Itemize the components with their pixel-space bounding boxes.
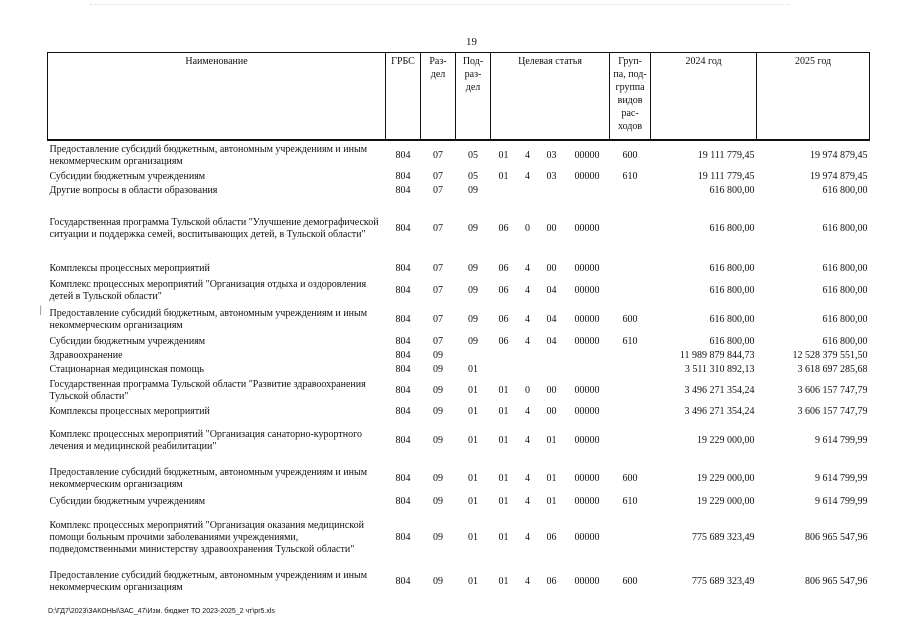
cell-expense-group: 610	[622, 336, 638, 347]
cell-grbs: 804	[395, 406, 411, 417]
table-row	[48, 260, 870, 277]
table-row	[48, 335, 870, 349]
col-group-header: Груп- па, под- группа видов рас- ходов	[610, 53, 651, 141]
cell-podrazdel: 09	[468, 285, 478, 296]
col-name-header: Наименование	[48, 53, 386, 141]
cell-grbs: 804	[395, 385, 411, 396]
cell-grbs: 804	[395, 576, 411, 587]
cell-razdel: 09	[433, 435, 443, 446]
cell-amount-2024: 19 229 000,00	[697, 435, 755, 446]
cell-target-item: 00	[546, 223, 557, 234]
table-row	[48, 363, 870, 377]
cell-target-type: 0	[525, 223, 530, 234]
cell-target-type: 4	[525, 532, 530, 543]
cell-target-program: 06	[498, 285, 509, 296]
table-row	[48, 349, 870, 363]
cell-amount-2025: 616 800,00	[822, 285, 868, 296]
cell-target-program: 01	[498, 473, 509, 484]
cell-target-program: 06	[498, 223, 509, 234]
table-row	[48, 170, 870, 184]
cell-razdel: 09	[433, 364, 443, 375]
cell-amount-2024: 775 689 323,49	[692, 532, 755, 543]
cell-razdel: 07	[433, 185, 443, 196]
cell-podrazdel: 01	[468, 576, 478, 587]
cell-target-program: 01	[498, 406, 509, 417]
cell-target-program: 01	[498, 435, 509, 446]
cell-podrazdel: 09	[468, 185, 478, 196]
cell-amount-2025: 9 614 799,99	[815, 435, 868, 446]
cell-grbs: 804	[395, 314, 411, 325]
table-row	[48, 377, 870, 405]
cell-razdel: 07	[433, 336, 443, 347]
cell-name: Предоставление субсидий бюджетным, автономным учреждениям и иным некоммерческим организациям	[49, 308, 368, 331]
cell-grbs: 804	[395, 496, 411, 507]
cell-target-direction: 00000	[574, 532, 600, 543]
cell-expense-group	[610, 405, 651, 419]
cell-expense-group	[610, 509, 651, 567]
cell-name: Другие вопросы в области образования	[49, 185, 218, 196]
cell-amount-2024: 19 111 779,45	[697, 171, 755, 182]
cell-name: Предоставление субсидий бюджетным, автономным учреждениям и иным некоммерческим организациям	[49, 467, 368, 490]
cell-target-direction: 00000	[574, 406, 600, 417]
cell-target-type: 4	[525, 435, 530, 446]
cell-target-direction: 00000	[574, 385, 600, 396]
cell-razdel: 09	[433, 406, 443, 417]
cell-name: Здравоохранение	[49, 350, 123, 361]
cell-name: Субсидии бюджетным учреждениям	[49, 496, 206, 507]
cell-grbs: 804	[395, 149, 411, 161]
col-target-header: Целевая статья	[491, 53, 610, 141]
cell-target-type: 4	[525, 171, 530, 182]
cell-target-program: 01	[498, 576, 509, 587]
table-body	[48, 140, 870, 597]
cell-amount-2024: 3 496 271 354,24	[684, 406, 755, 417]
cell-amount-2024: 616 800,00	[709, 285, 755, 296]
cell-amount-2024: 3 511 310 892,13	[684, 364, 755, 375]
cell-razdel: 07	[433, 314, 443, 325]
col-grbs-header: ГРБС	[386, 53, 421, 141]
cell-target-item: 01	[546, 496, 557, 507]
cell-expense-group: 600	[622, 473, 638, 484]
cell-razdel: 09	[433, 473, 443, 484]
cell-name: Комплекс процессных мероприятий "Организация оказания медицинской помощи больным прочими заболеваниями учреждениями, подведомственными министерству здравоохранения Тульской области"	[49, 520, 364, 555]
cell-name: Субсидии бюджетным учреждениям	[49, 171, 206, 182]
cell-target-program: 01	[498, 532, 509, 543]
cell-razdel: 07	[433, 262, 443, 274]
cell-amount-2024: 19 229 000,00	[697, 496, 755, 507]
cell-expense-group: 610	[622, 171, 638, 182]
cell-podrazdel: 09	[468, 223, 478, 234]
table-row	[48, 198, 870, 260]
table-row	[48, 463, 870, 495]
table-row	[48, 277, 870, 305]
cell-podrazdel: 01	[468, 496, 478, 507]
cell-target-type: 0	[525, 385, 530, 396]
cell-name: Комплекс процессных мероприятий "Организация отдыха и оздоровления детей в Тульской области"	[49, 279, 367, 302]
cell-expense-group	[610, 349, 651, 363]
cell-podrazdel: 09	[468, 314, 478, 325]
cell-target-type: 4	[525, 473, 530, 484]
cell-razdel: 09	[433, 576, 443, 587]
cell-target-type: 4	[525, 149, 530, 161]
cell-target-item: 04	[546, 336, 557, 347]
cell-target-item	[539, 363, 565, 377]
cell-amount-2024: 616 800,00	[709, 336, 755, 347]
cell-target-item	[539, 184, 565, 198]
cell-amount-2025: 3 606 157 747,79	[797, 406, 868, 417]
cell-podrazdel: 01	[468, 532, 478, 543]
cell-target-item: 00	[546, 385, 557, 396]
cell-target-item: 01	[546, 473, 557, 484]
cell-grbs: 804	[395, 262, 411, 274]
col-2025-header: 2025 год	[757, 53, 870, 141]
cell-podrazdel: 05	[468, 149, 478, 161]
col-podrazdel-header: Под- раз- дел	[456, 53, 491, 141]
cell-amount-2025: 616 800,00	[822, 223, 868, 234]
cell-amount-2024: 19 111 779,45	[697, 149, 755, 161]
file-path-footer: D:\ГД7\2023\ЗАКОНЫ\ЗАС_47\Изм. бюджет ТО 2023-2025_2 чт\pr5.xls	[48, 608, 275, 615]
cell-target-direction: 00000	[574, 171, 600, 182]
cell-grbs: 804	[395, 364, 411, 375]
cell-target-direction: 00000	[574, 149, 600, 161]
cell-razdel: 09	[433, 385, 443, 396]
cell-amount-2025: 3 618 697 285,68	[797, 364, 868, 375]
cell-target-item: 06	[546, 576, 557, 587]
cell-podrazdel: 01	[468, 385, 478, 396]
cell-target-program: 01	[498, 496, 509, 507]
col-2024-header: 2024 год	[651, 53, 757, 141]
cell-target-program: 01	[498, 385, 509, 396]
cell-target-direction	[565, 349, 610, 363]
budget-table	[47, 52, 870, 597]
cell-grbs: 804	[395, 435, 411, 446]
cell-amount-2024: 3 496 271 354,24	[684, 385, 755, 396]
cell-target-item: 01	[546, 435, 557, 446]
cell-name: Субсидии бюджетным учреждениям	[49, 336, 206, 347]
cell-target-type: 4	[525, 406, 530, 417]
cell-amount-2024: 616 800,00	[709, 262, 755, 274]
table-row	[48, 567, 870, 597]
cell-target-item: 03	[546, 171, 557, 182]
cell-amount-2025: 9 614 799,99	[815, 473, 868, 484]
table-row	[48, 495, 870, 509]
cell-amount-2024: 11 989 879 844,73	[679, 350, 755, 361]
cell-expense-group	[610, 363, 651, 377]
cell-amount-2025: 616 800,00	[822, 336, 868, 347]
cell-target-program	[491, 184, 517, 198]
cell-podrazdel: 01	[468, 473, 478, 484]
cell-target-program	[491, 349, 517, 363]
cell-amount-2025: 616 800,00	[822, 314, 868, 325]
cell-amount-2025: 616 800,00	[822, 262, 868, 274]
cell-name: Предоставление субсидий бюджетным, автономным учреждениям и иным некоммерческим организациям	[49, 570, 368, 593]
cell-target-program	[491, 363, 517, 377]
cell-razdel: 07	[433, 223, 443, 234]
cell-expense-group	[610, 198, 651, 260]
table-row	[48, 419, 870, 463]
cell-target-item: 06	[546, 532, 557, 543]
cell-name: Государственная программа Тульской области "Развитие здравоохранения Тульской области"	[49, 379, 366, 402]
cell-expense-group	[610, 419, 651, 463]
col-razdel-header: Раз- дел	[421, 53, 456, 141]
cell-name: Государственная программа Тульской области "Улучшение демографической ситуации и поддержка семей, воспитывающих детей, в Тульской области"	[49, 217, 379, 240]
cell-razdel: 07	[433, 171, 443, 182]
cell-target-item: 03	[546, 149, 557, 161]
cell-podrazdel: 01	[468, 435, 478, 446]
cell-amount-2025: 806 965 547,96	[805, 576, 868, 587]
table-row	[48, 305, 870, 335]
cell-expense-group	[610, 277, 651, 305]
cell-expense-group: 600	[622, 149, 638, 161]
cell-razdel: 09	[433, 350, 443, 361]
table-row	[48, 509, 870, 567]
cell-grbs: 804	[395, 473, 411, 484]
cell-target-type: 4	[525, 336, 530, 347]
cell-razdel: 09	[433, 532, 443, 543]
cell-target-direction: 00000	[574, 473, 600, 484]
cell-target-program: 01	[498, 149, 509, 161]
cell-target-item: 04	[546, 314, 557, 325]
cell-target-direction: 00000	[574, 336, 600, 347]
cell-grbs: 804	[395, 350, 411, 361]
cell-target-type	[517, 184, 539, 198]
cell-target-direction	[565, 363, 610, 377]
cell-grbs: 804	[395, 223, 411, 234]
cell-target-type	[517, 349, 539, 363]
cell-amount-2024: 775 689 323,49	[692, 576, 755, 587]
cell-razdel: 09	[433, 496, 443, 507]
cell-amount-2025: 616 800,00	[822, 185, 868, 196]
cell-target-program: 01	[498, 171, 509, 182]
cell-target-direction: 00000	[574, 314, 600, 325]
cell-target-type: 4	[525, 576, 530, 587]
cell-target-type: 4	[525, 496, 530, 507]
cell-target-program: 06	[498, 262, 509, 274]
cell-name: Комплексы процессных мероприятий	[49, 262, 210, 274]
table-header	[48, 53, 870, 141]
cell-expense-group	[610, 377, 651, 405]
cell-target-direction: 00000	[574, 435, 600, 446]
cell-podrazdel	[456, 349, 491, 363]
cell-razdel: 07	[433, 285, 443, 296]
cell-podrazdel: 09	[468, 336, 478, 347]
cell-amount-2024: 616 800,00	[709, 223, 755, 234]
cell-target-program: 06	[498, 314, 509, 325]
page-number: 19	[466, 36, 477, 48]
cell-target-direction: 00000	[574, 262, 600, 274]
cell-target-direction: 00000	[574, 496, 600, 507]
cell-target-type: 4	[525, 285, 530, 296]
cell-target-item: 00	[546, 262, 557, 274]
cell-target-direction	[565, 184, 610, 198]
cell-target-direction: 00000	[574, 223, 600, 234]
cell-name: Комплексы процессных мероприятий	[49, 406, 210, 417]
cell-podrazdel: 01	[468, 406, 478, 417]
table-row	[48, 140, 870, 170]
cell-amount-2024: 616 800,00	[709, 314, 755, 325]
cell-target-item: 04	[546, 285, 557, 296]
cell-target-type: 4	[525, 314, 530, 325]
cell-expense-group	[610, 260, 651, 277]
cell-podrazdel: 01	[468, 364, 478, 375]
pen-mark: ⁄	[35, 303, 46, 317]
cell-target-program: 06	[498, 336, 509, 347]
cell-target-type: 4	[525, 262, 530, 274]
cell-grbs: 804	[395, 336, 411, 347]
cell-name: Стационарная медицинская помощь	[49, 364, 204, 375]
cell-podrazdel: 05	[468, 171, 478, 182]
cell-target-direction: 00000	[574, 576, 600, 587]
table-row	[48, 184, 870, 198]
cell-amount-2024: 19 229 000,00	[697, 473, 755, 484]
cell-amount-2025: 3 606 157 747,79	[797, 385, 868, 396]
cell-amount-2025: 19 974 879,45	[810, 149, 868, 161]
cell-grbs: 804	[395, 532, 411, 543]
cell-expense-group: 600	[622, 576, 638, 587]
cell-razdel: 07	[433, 149, 443, 161]
cell-amount-2025: 806 965 547,96	[805, 532, 868, 543]
cell-amount-2025: 9 614 799,99	[815, 496, 868, 507]
cell-target-item: 00	[546, 406, 557, 417]
cell-name: Комплекс процессных мероприятий "Организация санаторно-курортного лечения и медицинской реабилитации"	[49, 429, 362, 452]
cell-grbs: 804	[395, 285, 411, 296]
cell-expense-group	[610, 184, 651, 198]
scan-artifact-dots	[90, 4, 790, 7]
table-row	[48, 405, 870, 419]
cell-name: Предоставление субсидий бюджетным, автономным учреждениям и иным некоммерческим организациям	[49, 143, 368, 167]
cell-target-direction: 00000	[574, 285, 600, 296]
cell-amount-2025: 19 974 879,45	[810, 171, 868, 182]
cell-expense-group: 600	[622, 314, 638, 325]
cell-podrazdel: 09	[468, 262, 478, 274]
cell-target-item	[539, 349, 565, 363]
cell-target-type	[517, 363, 539, 377]
cell-grbs: 804	[395, 185, 411, 196]
cell-expense-group: 610	[622, 496, 638, 507]
cell-grbs: 804	[395, 171, 411, 182]
cell-amount-2024: 616 800,00	[709, 185, 755, 196]
cell-amount-2025: 12 528 379 551,50	[792, 350, 868, 361]
